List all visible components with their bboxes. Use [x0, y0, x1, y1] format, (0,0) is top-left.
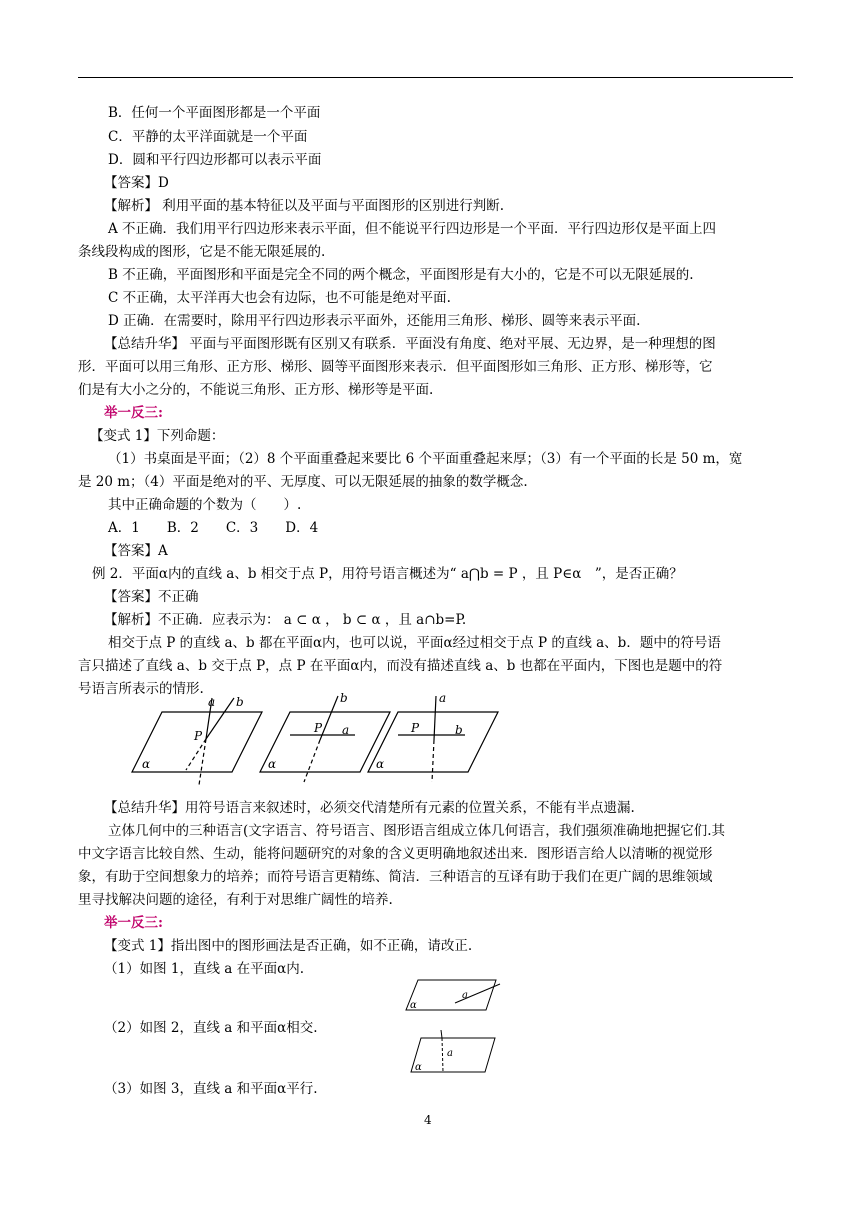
summary-2-line3: 象，有助于空间想象力的培养；而符号语言更精练、简洁．三种语言的互译有助于我们在更广阔的思维领域	[78, 869, 713, 885]
practice-heading-2: 举一反三:	[104, 915, 163, 931]
summary-2-line4: 里寻找解决问题的途径，有利于对思维广阔性的培养.	[78, 892, 393, 908]
page-number: 4	[424, 1113, 432, 1127]
analysis-c: C 不正确，太平洋再大也会有边际，也不可能是绝对平面.	[108, 290, 451, 306]
fig2-label-alpha: α	[268, 757, 277, 771]
analysis-a-line2: 条线段构成的图形，它是不能无限延展的.	[78, 244, 326, 260]
analysis-a-line1: A 不正确．我们用平行四边形来表示平面，但不能说平行四边形是一个平面．平行四边形仅是平面上四	[108, 221, 717, 237]
figure-1	[400, 972, 502, 1016]
example-2-figures	[130, 690, 630, 788]
summary-1-line1: 【总结升华】 平面与平面图形既有区别又有联系．平面没有角度、绝对平展、无边界，是一种理想的图	[104, 336, 716, 352]
variant-1-question: 其中正确命题的个数为（ ）.	[108, 497, 302, 513]
option-c: C．平静的太平洋面就是一个平面	[108, 129, 308, 145]
example-2: 例 2．平面α内的直线 a、b 相交于点 P，用符号语言概述为“ a⋂b = P ，且 P∈α ”，是否正确？	[92, 566, 683, 582]
summary-2-line2: 中文字语言比较自然、生动，能将问题研究的对象的含义更明确地叙述出来．图形语言给人以清晰的视觉形	[78, 846, 713, 862]
analysis-d: D 正确．在需要时，除用平行四边形表示平面外，还能用三角形、梯形、圆等来表示平面.	[108, 313, 641, 329]
fig1-label-alpha: α	[142, 757, 151, 771]
variant-1-title: 【变式 1】下列命题：	[90, 428, 225, 444]
variant-1-props-line2: 是 20 m；（4）平面是绝对的平、无厚度、可以无限延展的抽象的数学概念.	[78, 474, 528, 490]
fig2-label-a: a	[342, 723, 350, 737]
line-b-2	[320, 696, 338, 740]
analysis-1: 【解析】 利用平面的基本特征以及平面与平面图形的区别进行判断.	[104, 198, 505, 214]
variant-1-props-line1: （1）书桌面是平面；（2）8 个平面重叠起来要比 6 个平面重叠起来厚；（3）有一个平面的长是 50 m，宽	[108, 451, 743, 467]
fig-1-label-alpha: α	[410, 1000, 417, 1011]
figure-3-caption: （3）如图 3，直线 a 和平面α平行.	[104, 1081, 318, 1097]
line-a-3	[434, 696, 436, 740]
variant-1-options: A．1 B．2 C．3 D．4	[108, 520, 319, 536]
fig-1-label-a: a	[462, 990, 468, 1001]
fig3-label-b: b	[455, 723, 463, 737]
fig3-label-P: P	[411, 721, 420, 735]
summary-2: 【总结升华】用符号语言来叙述时，必须交代清楚所有元素的位置关系，不能有半点遗漏.	[104, 800, 635, 816]
fig3-label-a: a	[439, 691, 447, 705]
analysis-2-line1: 相交于点 P 的直线 a、b 都在平面α内，也可以说，平面α经过相交于点 P 的直线 a、b．题中的符号语	[108, 635, 721, 651]
line-a-1-dashed	[199, 739, 206, 785]
line-b-1-dashed	[186, 739, 206, 770]
fig1-label-b: b	[236, 695, 244, 709]
answer-2: 【答案】A	[104, 543, 168, 559]
fig1-label-P: P	[194, 729, 203, 743]
option-b: B．任何一个平面图形都是一个平面	[108, 105, 321, 121]
summary-2-line1: 立体几何中的三种语言(文字语言、符号语言、图形语言组成立体几何语言，我们强须准确地把握它们.其	[108, 823, 726, 839]
figure-2	[405, 1028, 497, 1078]
variant-2-title: 【变式 1】指出图中的图形画法是否正确，如不正确，请改正.	[104, 938, 473, 954]
option-d: D．圆和平行四边形都可以表示平面	[108, 152, 322, 168]
fig2-label-b: b	[340, 691, 348, 705]
analysis-b: B 不正确，平面图形和平面是完全不同的两个概念，平面图形是有大小的，它是不可以无限延展的.	[108, 267, 694, 283]
answer-1: 【答案】D	[104, 175, 169, 191]
header-rule	[78, 77, 793, 78]
fig2-label-P: P	[314, 721, 323, 735]
summary-1-line3: 们是有大小之分的，不能说三角形、正方形、梯形等是平面.	[78, 382, 434, 398]
fig1-label-a: a	[208, 695, 216, 709]
fig-2-label-a: a	[447, 1048, 453, 1059]
fig-2-label-alpha: α	[415, 1062, 422, 1073]
analysis-2-line2: 言只描述了直线 a、b 交于点 P，点 P 在平面α内，而没有描述直线 a、b 也都在平面内，下图也是题中的符	[78, 658, 723, 674]
analysis-2: 【解析】不正确．应表示为： a ⊂ α ， b ⊂ α ，且 a∩b=P.	[104, 612, 467, 628]
fig3-label-alpha: α	[376, 757, 385, 771]
figure-1-caption: （1）如图 1，直线 a 在平面α内.	[104, 961, 305, 977]
analysis-2-line3: 号语言所表示的情形.	[78, 681, 204, 697]
line-b-2-dashed	[304, 740, 320, 782]
plane-2	[260, 712, 390, 772]
answer-3: 【答案】不正确	[104, 589, 199, 605]
practice-heading-1: 举一反三:	[104, 405, 163, 421]
line-a-3-dashed	[432, 740, 434, 782]
summary-1-line2: 形．平面可以用三角形、正方形、梯形、圆等平面图形来表示．但平面图形如三角形、正方形、梯形等，它	[78, 359, 713, 375]
figure-2-caption: （2）如图 2，直线 a 和平面α相交.	[104, 1020, 318, 1036]
